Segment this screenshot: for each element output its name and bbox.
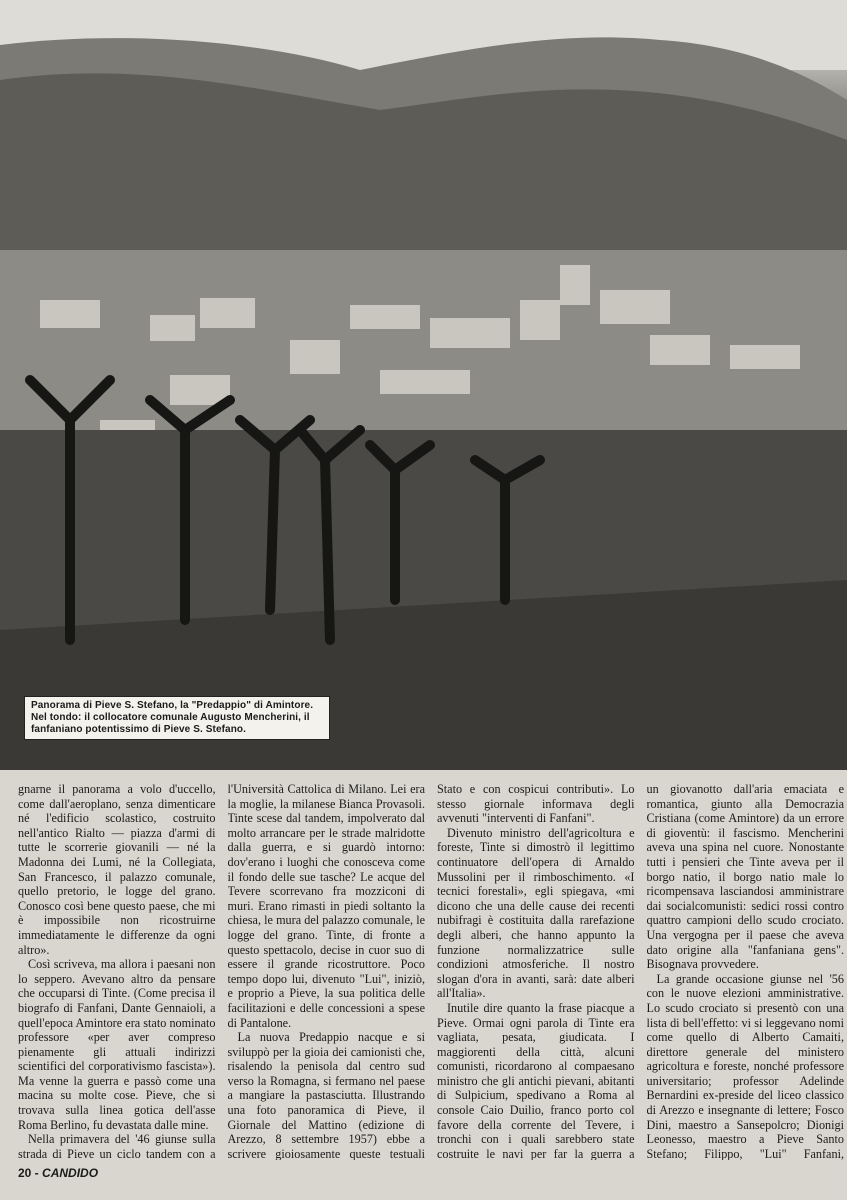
text-column-1 [18, 782, 216, 1160]
paragraph: Così scriveva, ma allora i paesani non lo seppero. Avevano altro da pensare che occuparsi di Tinte. (Come precisa il biografo di Fanfani, Dante Gennaioli, a quell'epoca Amintore era stato nominato professore «per aver compreso pienamente gli attuali indirizzi scientifici del corporativismo fascista»). Ma venne la guerra e passò come una macina su molte cose. Pieve, che si trovava sulla linea gotica dell'asse Roma Berlino, fu devastata dalle mine. [18, 957, 216, 1132]
paragraph: Nella primavera del '46 giunse sulla strada di Pieve un ciclo tandem con a [18, 1132, 216, 1160]
paragraph: l'Università Cattolica di Milano. Lei era la moglie, la milanese Bianca Provasoli. Tinte scese dal tandem, impolverato dal molto arrancare per le strade malridotte dalla guerra, e si guardò intorno: dov'erano i luoghi che conosceva come il fondo delle sue tasche? Le acque del Tevere scorrevano fra mozziconi di muri. Erano rimasti in piedi soltanto la chiesa, le mura del palazzo comunale, le logge del grano. Tinte, di fronte a questo spettacolo, decise in cuor suo di essere il grande ricostruttore. Poco tempo dopo lui, divenuto "Lui", iniziò, e proprio a Pieve, la sua politica delle facilitazioni e delle concessioni a spese di Pantalone. [227, 782, 425, 1030]
page-footer [18, 1166, 98, 1180]
paragraph: Stato e con cospicui contributi». Lo stesso giornale informava degli avvenuti "interventi di Fanfani". [437, 782, 635, 826]
paragraph: un giovanotto dall'aria emaciata e romantica, giunto alla Democrazia Cristiana (come Amintore) da un errore di gioventù: il fascismo. Mencherini aveva una spina nel cuore. Nonostante tutti i pensieri che Tinte aveva per il borgo natio, il borgo natio male lo ricompensava lasciandosi amministrare dai socialcomunisti: sedici rossi contro quattro campioni dello scudo crociato. Una vergogna per il paese che aveva dato origine alla "fanfaniana gens". Bisognava provvedere. [646, 782, 844, 972]
text-column-2 [228, 782, 426, 1160]
paragraph: Divenuto ministro dell'agricoltura e foreste, Tinte si dimostrò il legittimo continuatore dell'opera di Arnaldo Mussolini per il rimboschimento. «I tecnici forestali», egli spiegava, «mi dicono che una delle cause dei recenti nubifragi è costituita dalla rarefazione degli alberi, che hanno appunto la funzione normalizzatrice sulle condizioni atmosferiche. Il nostro slogan d'ora in avanti, sarà: date alberi all'Italia». [437, 825, 635, 1001]
paragraph: Inutile dire quanto la frase piacque a Pieve. Ormai ogni parola di Tinte era vagliata, pesata, giudicata. I maggiorenti della città, alcuni comunisti, ricordarono al compaesano ministro che gli antichi pievani, abitanti di Sulpicium, spedivano a Roma al console Caio Duilio, franco porto col favore della corrente del Tevere, i tronchi con i quali sarebbero state costruite le navi per far la guerra a [437, 1000, 635, 1160]
paragraph: gnarne il panorama a volo d'uccello, come dall'aeroplano, senza dimenticare né l'edificio scolastico, costruito nell'antico Rialto — piazza d'armi di tutte le scorrerie giovanili — né la Madonna dei Lumi, né la Collegiata, San Francesco, il palazzo comunale, quello pretorio, le logge del grano. Conosco così bene questo paese, che mi è impossibile non ricostruirne immediatamente le differenze da ogni altro». [18, 782, 216, 957]
page-number: 20 - [18, 1166, 39, 1180]
magazine-name: CANDIDO [42, 1166, 99, 1180]
text-column-3 [437, 782, 635, 1160]
paragraph: La grande occasione giunse nel '56 con le nuove elezioni amministrative. Lo scudo crociato si presentò con una lista di bell'effetto: vi si leggevano nomi come quello di Alberto Camaiti, direttore generale del ministero agricoltura e foreste, nonché professore universitario; professor Adelinde Bernardini ex-preside del liceo classico di Arezzo e insegnante di lettere; Fosco Dini, maestro a Sansepolcro; Dionigi Leonesso, maestro a Pieve Santo Stefano; Filippo, "Lui" Fanfani, [646, 971, 844, 1160]
photo-caption: Panorama di Pieve S. Stefano, la "Predappio" di Amintore. Nel tondo: il collocatore comunale Augusto Mencherini, il fanfaniano potentissimo di Pieve S. Stefano. [24, 696, 330, 740]
paragraph: La nuova Predappio nacque e si sviluppò per la gioia dei camionisti che, risalendo la penisola dal centro sud verso la Romagna, si fermano nel paese a mangiare la pastasciutta. Illustrando una foto panoramica di Pieve, il Giornale del Mattino (edizione di Arezzo, 8 settembre 1957) ebbe a scrivere gioiosamente queste testuali [227, 1030, 425, 1160]
text-column-4 [647, 782, 845, 1160]
article-body [18, 782, 844, 1160]
